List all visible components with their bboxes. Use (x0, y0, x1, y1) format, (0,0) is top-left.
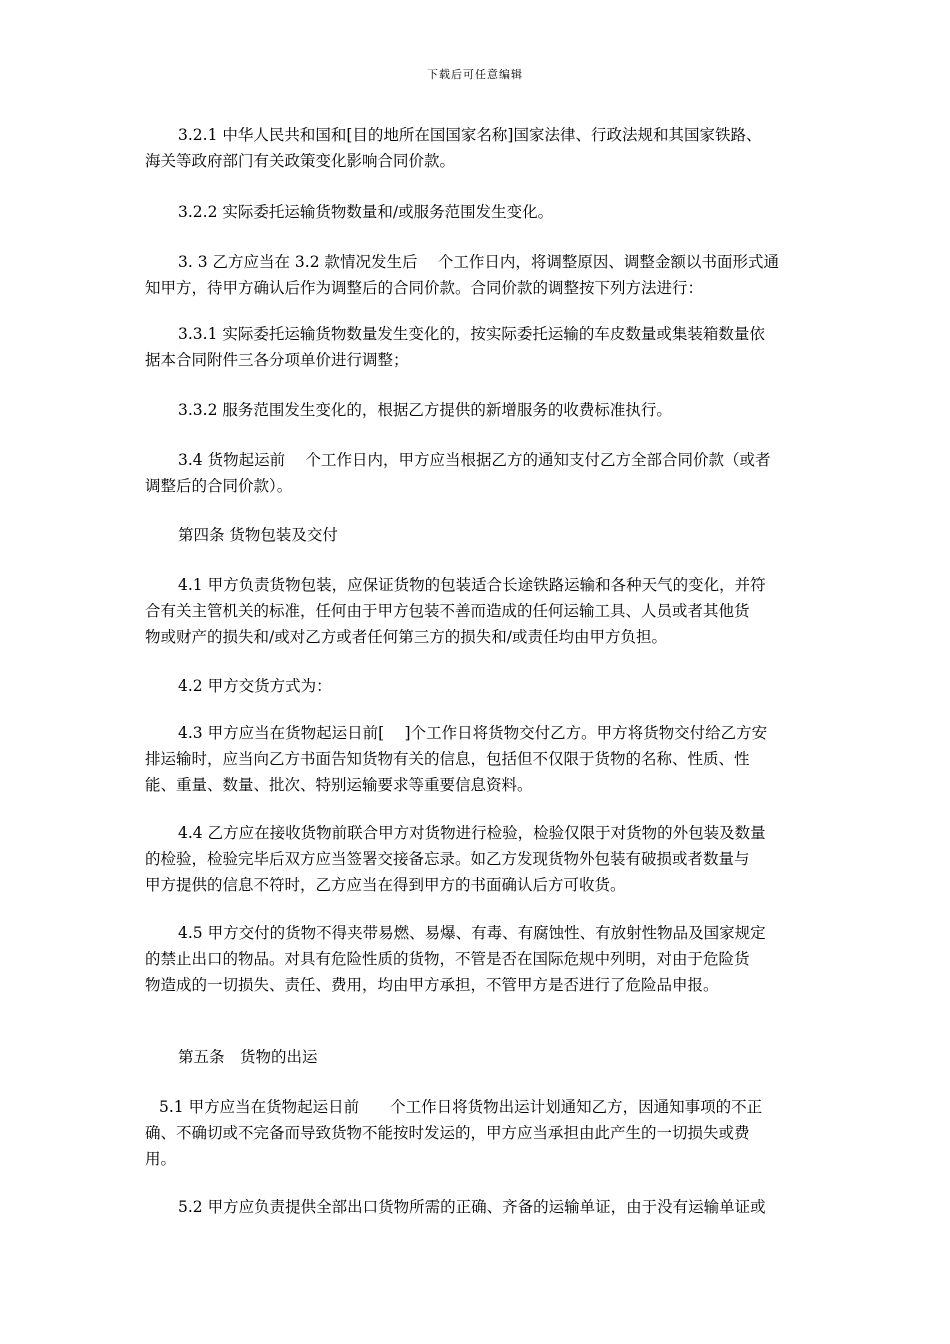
paragraph-line: 3.3.1 实际委托运输货物数量发生变化的，按实际委托运输的车皮数量或集装箱数量依 (178, 325, 765, 343)
paragraph-line: 知甲方，待甲方确认后作为调整后的合同价款。合同价款的调整按下列方法进行： (145, 279, 704, 297)
paragraph-3-4 (145, 447, 807, 499)
paragraph-line: 5.1 甲方应当在货物起运日前 个工作日将货物出运计划通知乙方，因通知事项的不正 (159, 1098, 763, 1116)
section-heading: 第五条 货物的出运 (178, 1048, 318, 1066)
paragraph-line: 能、重量、数量、批次、特别运输要求等重要信息资料。 (145, 776, 533, 794)
section-heading-article-4 (145, 522, 807, 548)
paragraph-line: 调整后的合同价款）。 (145, 477, 293, 495)
section-heading: 第四条 货物包装及交付 (178, 526, 338, 544)
paragraph-3-3 (145, 249, 807, 301)
paragraph-line: 4.1 甲方负责货物包装，应保证货物的包装适合长途铁路运输和各种天气的变化，并符 (178, 576, 766, 594)
paragraph-line: 3.3.2 服务范围发生变化的，根据乙方提供的新增服务的收费标准执行。 (178, 401, 672, 419)
paragraph-line: 甲方提供的信息不符时，乙方应当在得到甲方的书面确认后方可收货。 (145, 876, 626, 894)
paragraph-line: 4.3 甲方应当在货物起运日前[ ]个工作日将货物交付乙方。甲方将货物交付给乙方安 (178, 724, 768, 742)
paragraph-line: 的检验，检验完毕后双方应当签署交接备忘录。如乙方发现货物外包装有破损或者数量与 (145, 850, 750, 868)
paragraph-line: 的禁止出口的物品。对具有危险性质的货物，不管是否在国际危规中列明，对由于危险货 (145, 950, 750, 968)
paragraph-3-3-1 (145, 321, 807, 373)
paragraph-4-5 (145, 920, 807, 998)
paragraph-line: 物造成的一切损失、责任、费用，均由甲方承担，不管甲方是否进行了危险品申报。 (145, 976, 719, 994)
paragraph-4-3 (145, 720, 807, 798)
paragraph-line: 确、不确切或不完备而导致货物不能按时发运的，甲方应当承担由此产生的一切损失或费 (145, 1124, 750, 1142)
paragraph-line: 合有关主管机关的标准，任何由于甲方包装不善而造成的任何运输工具、人员或者其他货 (145, 602, 750, 620)
paragraph-line: 物或财产的损失和/或对乙方或者任何第三方的损失和/或责任均由甲方负担。 (145, 628, 667, 646)
paragraph-line: 5.2 甲方应负责提供全部出口货物所需的正确、齐备的运输单证，由于没有运输单证或 (178, 1198, 766, 1216)
paragraph-line: 据本合同附件三各分项单价进行调整； (145, 351, 409, 369)
paragraph-line: 3. 3 乙方应当在 3.2 款情况发生后 个工作日内，将调整原因、调整金额以书面形式通 (178, 253, 779, 271)
paragraph-line: 4.5 甲方交付的货物不得夹带易燃、易爆、有毒、有腐蚀性、有放射性物品及国家规定 (178, 924, 766, 942)
paragraph-line: 3.2.2 实际委托运输货物数量和/或服务范围发生变化。 (178, 203, 554, 221)
paragraph-4-4 (145, 820, 807, 898)
paragraph-line: 排运输时，应当向乙方书面告知货物有关的信息，包括但不仅限于货物的名称、性质、性 (145, 750, 750, 768)
paragraph-line: 4.2 甲方交货方式为： (178, 677, 332, 695)
paragraph-line: 3.4 货物起运前 个工作日内，甲方应当根据乙方的通知支付乙方全部合同价款（或者 (178, 451, 771, 469)
paragraph-3-2-2 (145, 199, 807, 225)
paragraph-5-2 (145, 1194, 807, 1220)
paragraph-3-3-2 (145, 397, 807, 423)
paragraph-line: 海关等政府部门有关政策变化影响合同价款。 (145, 152, 456, 170)
paragraph-5-1 (145, 1094, 807, 1172)
paragraph-line: 用。 (145, 1150, 177, 1168)
page-header: 下载后可任意编辑 (427, 68, 523, 81)
section-heading-article-5 (145, 1044, 807, 1070)
paragraph-line: 3.2.1 中华人民共和国和[目的地所在国国家名称]国家法律、行政法规和其国家铁路、 (178, 126, 762, 144)
paragraph-line: 4.4 乙方应在接收货物前联合甲方对货物进行检验，检验仅限于对货物的外包装及数量 (178, 824, 766, 842)
paragraph-4-2 (145, 673, 807, 699)
paragraph-3-2-1 (145, 122, 807, 174)
paragraph-4-1 (145, 572, 807, 650)
